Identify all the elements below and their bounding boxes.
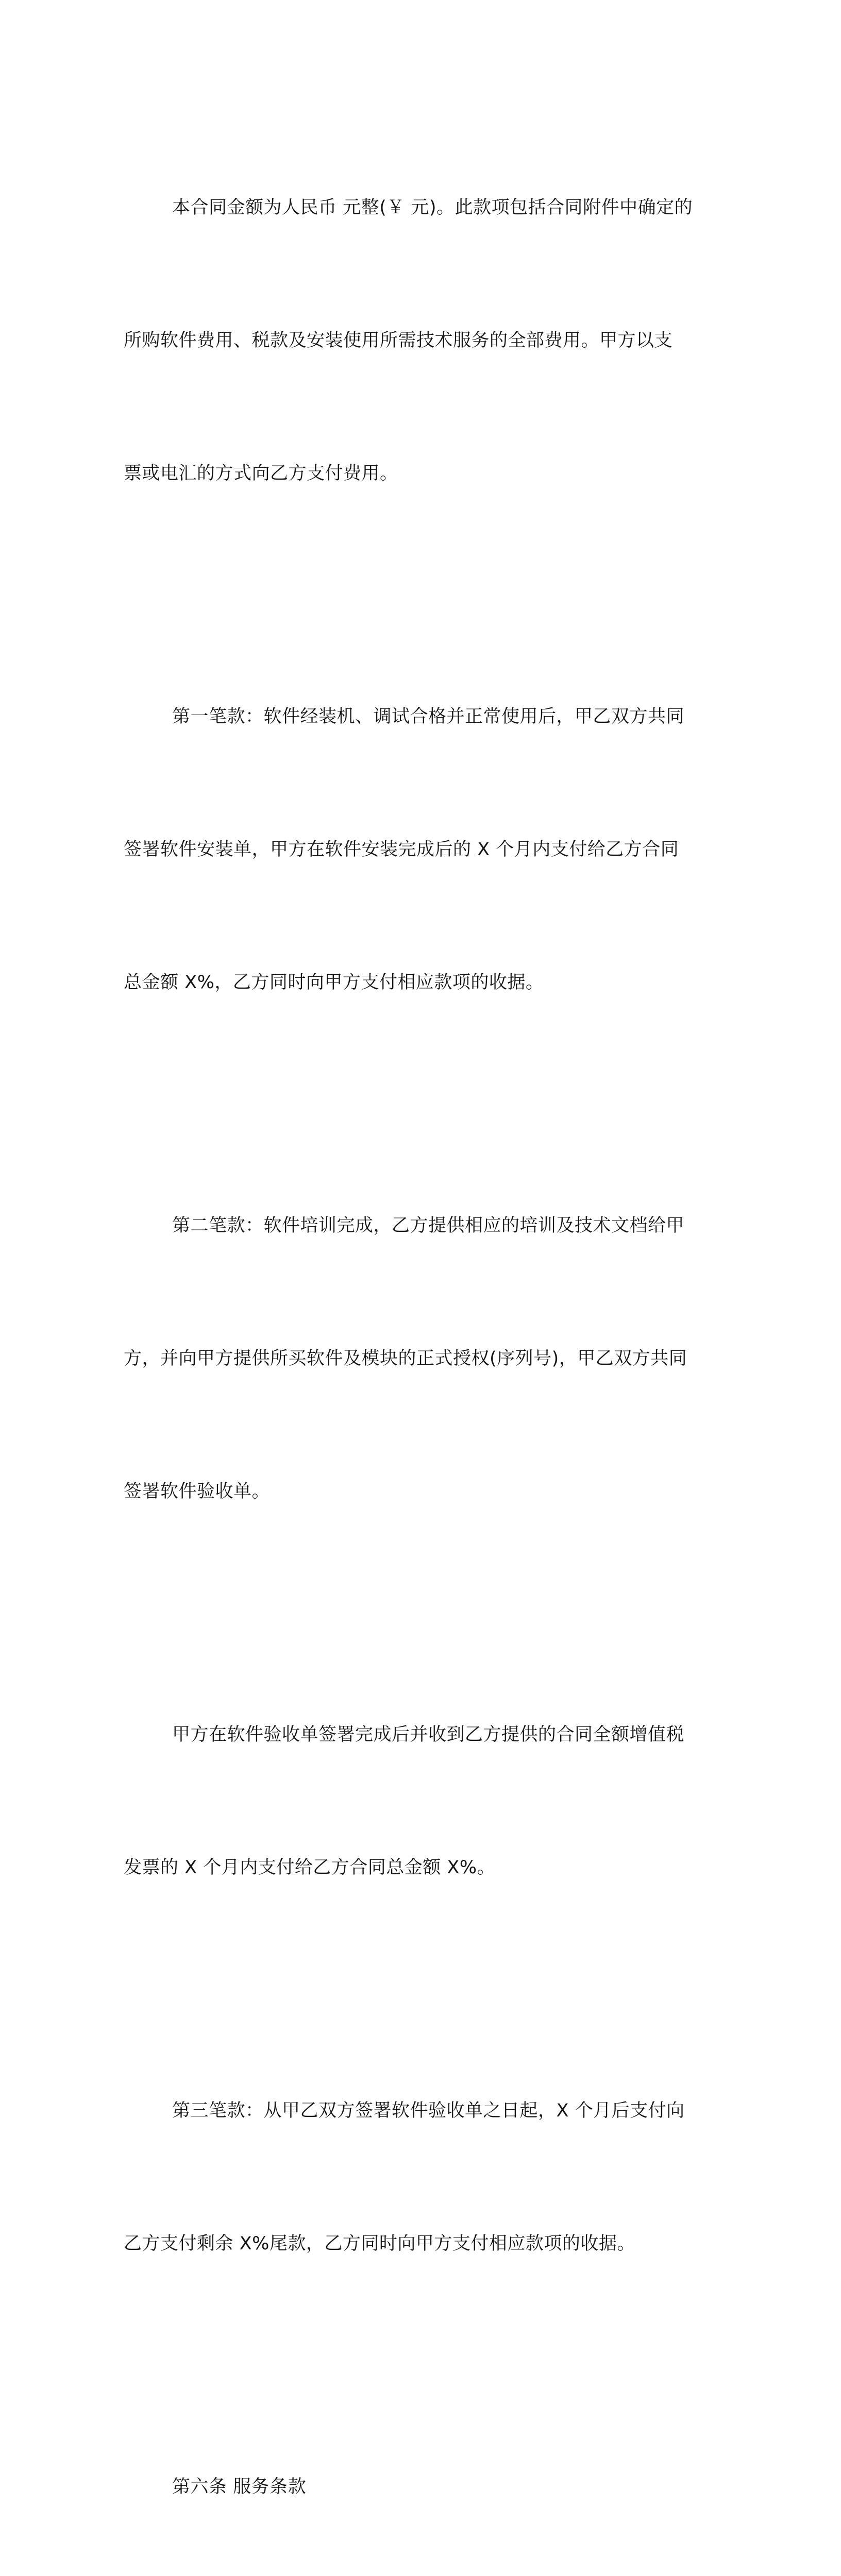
document-body — [124, 97, 716, 2576]
paragraph-line: 第三笔款：从甲乙双方签署软件验收单之日起，X 个月后支付向 — [172, 2100, 685, 2121]
paragraph-line: 第一笔款：软件经装机、调试合格并正常使用后，甲乙双方共同 — [172, 706, 685, 727]
paragraph-line: 方，并向甲方提供所买软件及模块的正式授权(序列号)，甲乙双方共同 — [124, 1348, 687, 1369]
paragraph-line: 乙方支付剩余 X%尾款，乙方同时向甲方支付相应款项的收据。 — [124, 2233, 635, 2254]
paragraph-line: 总金额 X%，乙方同时向甲方支付相应款项的收据。 — [124, 972, 544, 993]
paragraph-third-payment — [124, 2000, 716, 2354]
paragraph-invoice-payment — [124, 1624, 716, 1978]
paragraph-line: 所购软件费用、税款及安装使用所需技术服务的全部费用。甲方以支 — [124, 330, 673, 351]
section-heading-service-terms — [124, 2376, 716, 2576]
section-heading: 第六条 服务条款 — [172, 2477, 307, 2497]
paragraph-line: 发票的 X 个月内支付给乙方合同总金额 X%。 — [124, 1857, 496, 1878]
paragraph-line: 第二笔款：软件培训完成，乙方提供相应的培训及技术文档给甲 — [172, 1215, 685, 1236]
paragraph-line: 本合同金额为人民币 元整(￥ 元)。此款项包括合同附件中确定的 — [172, 197, 693, 218]
paragraph-line: 甲方在软件验收单签署完成后并收到乙方提供的合同全额增值税 — [172, 1724, 685, 1745]
paragraph-line: 签署软件验收单。 — [124, 1481, 271, 1502]
paragraph-line: 票或电汇的方式向乙方支付费用。 — [124, 463, 398, 484]
paragraph-first-payment — [124, 606, 716, 1093]
paragraph-contract-amount — [124, 97, 716, 584]
paragraph-second-payment — [124, 1115, 716, 1602]
paragraph-line: 签署软件安装单，甲方在软件安装完成后的 X 个月内支付给乙方合同 — [124, 839, 679, 860]
